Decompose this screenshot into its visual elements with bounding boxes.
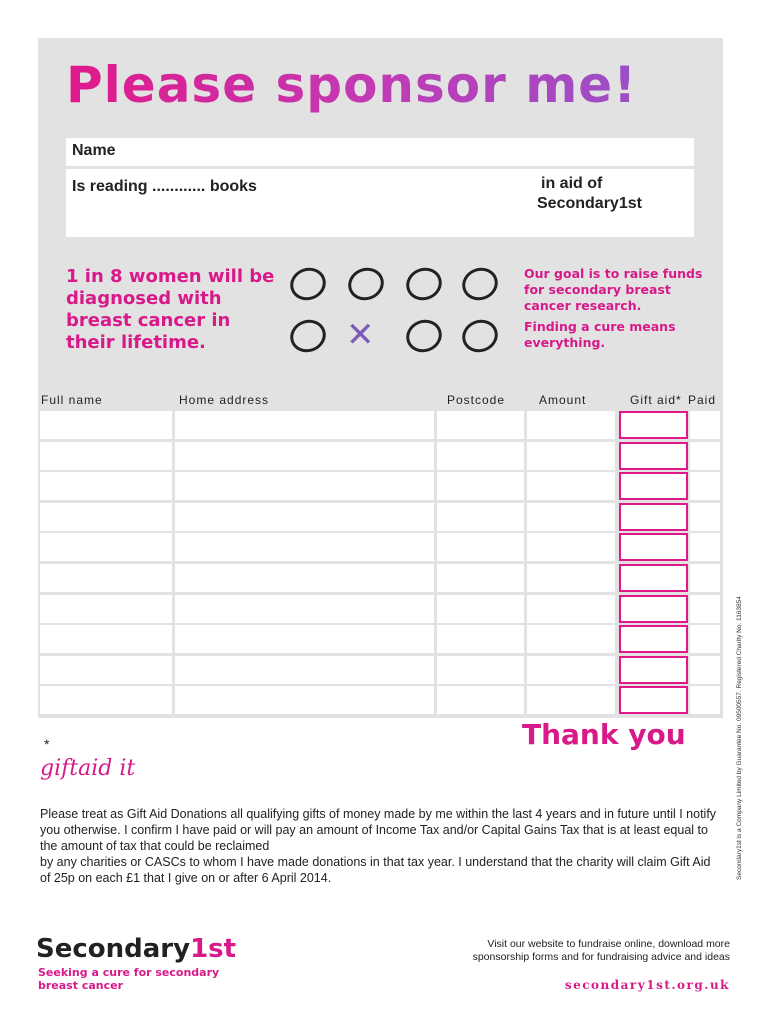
logo-text-main: Secondary (36, 934, 191, 964)
column-header-full-name: Full name (41, 393, 103, 407)
cell-full-name[interactable] (40, 472, 172, 500)
cell-paid[interactable] (690, 533, 720, 561)
cell-postcode[interactable] (437, 686, 524, 714)
cell-postcode[interactable] (437, 625, 524, 653)
cell-postcode[interactable] (437, 533, 524, 561)
logo-text-accent: 1st (190, 934, 237, 964)
secondary1st-logo (36, 934, 236, 964)
statistic-text: 1 in 8 women will be diagnosed with breast cancer in their lifetime. (66, 266, 275, 353)
cell-gift-aid[interactable] (619, 411, 688, 439)
cell-postcode[interactable] (437, 472, 524, 500)
cell-home-address[interactable] (175, 411, 434, 439)
cell-gift-aid[interactable] (619, 686, 688, 714)
table-row (40, 472, 720, 500)
goal-line-1: Our goal is to raise funds for secondary breast cancer research. (524, 266, 703, 313)
cell-home-address[interactable] (175, 656, 434, 684)
cell-full-name[interactable] (40, 686, 172, 714)
cell-paid[interactable] (690, 595, 720, 623)
declaration-paragraph-1: Please treat as Gift Aid Donations all qualifying gifts of money made by me within the last 4 years and in future until I notify you otherwise. I confirm I have paid or will pay an amount of Income Tax and/or Capital Gains Tax that is at least equal to the amount of tax that could be reclaimed (40, 807, 717, 853)
cell-home-address[interactable] (175, 533, 434, 561)
cell-home-address[interactable] (175, 595, 434, 623)
gift-aid-declaration (40, 806, 720, 886)
cell-gift-aid[interactable] (619, 656, 688, 684)
legal-notice: Secondary1st is a Company Limited by Guarantee No. 09500557. Registered Charity No. 1163854 (736, 596, 743, 880)
aid-label-line1: in aid of (541, 175, 603, 192)
cell-amount[interactable] (527, 533, 615, 561)
cell-paid[interactable] (690, 625, 720, 653)
cell-full-name[interactable] (40, 564, 172, 592)
cell-postcode[interactable] (437, 656, 524, 684)
cell-paid[interactable] (690, 503, 720, 531)
cell-gift-aid[interactable] (619, 564, 688, 592)
cell-home-address[interactable] (175, 564, 434, 592)
circle-icon (402, 263, 447, 305)
name-label: Name (72, 142, 116, 159)
table-row (40, 595, 720, 623)
cell-home-address[interactable] (175, 625, 434, 653)
cell-gift-aid[interactable] (619, 625, 688, 653)
cell-gift-aid[interactable] (619, 503, 688, 531)
cell-amount[interactable] (527, 472, 615, 500)
goal-text (524, 266, 714, 351)
cell-paid[interactable] (690, 686, 720, 714)
cell-amount[interactable] (527, 595, 615, 623)
column-header-home-address: Home address (179, 393, 270, 407)
reading-label: Is reading ............ books (72, 178, 257, 195)
cell-gift-aid[interactable] (619, 472, 688, 500)
goal-line-2: Finding a cure means everything. (524, 319, 676, 350)
aid-label-line2: Secondary1st (537, 195, 642, 212)
cell-postcode[interactable] (437, 595, 524, 623)
cell-amount[interactable] (527, 686, 615, 714)
logo-tagline: Seeking a cure for secondary breast cancer (38, 966, 220, 992)
cell-amount[interactable] (527, 411, 615, 439)
table-row (40, 564, 720, 592)
cell-amount[interactable] (527, 442, 615, 470)
cell-paid[interactable] (690, 411, 720, 439)
page-title: Please sponsor me! (66, 56, 638, 114)
cell-full-name[interactable] (40, 442, 172, 470)
table-row (40, 686, 720, 714)
website-link[interactable]: secondary1st.org.uk (564, 978, 730, 992)
cross-icon: ✕ (346, 315, 375, 355)
circle-icon (344, 263, 389, 305)
cell-paid[interactable] (690, 564, 720, 592)
cell-full-name[interactable] (40, 411, 172, 439)
cell-full-name[interactable] (40, 533, 172, 561)
cell-gift-aid[interactable] (619, 533, 688, 561)
cell-gift-aid[interactable] (619, 442, 688, 470)
cell-paid[interactable] (690, 442, 720, 470)
column-header-paid: Paid (688, 393, 717, 407)
cell-paid[interactable] (690, 472, 720, 500)
cell-postcode[interactable] (437, 503, 524, 531)
cell-home-address[interactable] (175, 472, 434, 500)
table-row (40, 625, 720, 653)
cell-paid[interactable] (690, 656, 720, 684)
circle-icon (458, 263, 503, 305)
cell-postcode[interactable] (437, 564, 524, 592)
cell-amount[interactable] (527, 503, 615, 531)
website-info: Visit our website to fundraise online, download more sponsorship forms and for fundraising advice and ideas (472, 938, 730, 963)
cell-full-name[interactable] (40, 503, 172, 531)
column-header-gift-aid: Gift aid* (630, 393, 682, 407)
circle-icon (402, 315, 447, 357)
cell-amount[interactable] (527, 625, 615, 653)
cell-full-name[interactable] (40, 595, 172, 623)
name-field[interactable] (66, 138, 694, 166)
giftaid-logo: giftaid it (40, 756, 136, 781)
cell-amount[interactable] (527, 656, 615, 684)
asterisk: * (44, 736, 50, 752)
cell-gift-aid[interactable] (619, 595, 688, 623)
column-header-postcode: Postcode (447, 393, 506, 407)
women-illustration (286, 262, 516, 358)
declaration-paragraph-2: by any charities or CASCs to whom I have made donations in that tax year. I understand that the charity will claim Gift Aid of 25p on each £1 that I give on or after 6 April 2014. (40, 855, 711, 885)
circle-icon (286, 315, 331, 357)
circle-icon (286, 263, 331, 305)
table-row (40, 656, 720, 684)
table-row (40, 503, 720, 531)
cell-amount[interactable] (527, 564, 615, 592)
thank-you-text: Thank you (522, 718, 686, 751)
cell-full-name[interactable] (40, 656, 172, 684)
reading-field[interactable] (66, 169, 694, 237)
table-row (40, 411, 720, 439)
cell-postcode[interactable] (437, 442, 524, 470)
cell-postcode[interactable] (437, 411, 524, 439)
cell-full-name[interactable] (40, 625, 172, 653)
cell-home-address[interactable] (175, 442, 434, 470)
cell-home-address[interactable] (175, 503, 434, 531)
circle-icon (458, 315, 503, 357)
table-row (40, 533, 720, 561)
cell-home-address[interactable] (175, 686, 434, 714)
table-row (40, 442, 720, 470)
column-header-amount: Amount (539, 393, 587, 407)
